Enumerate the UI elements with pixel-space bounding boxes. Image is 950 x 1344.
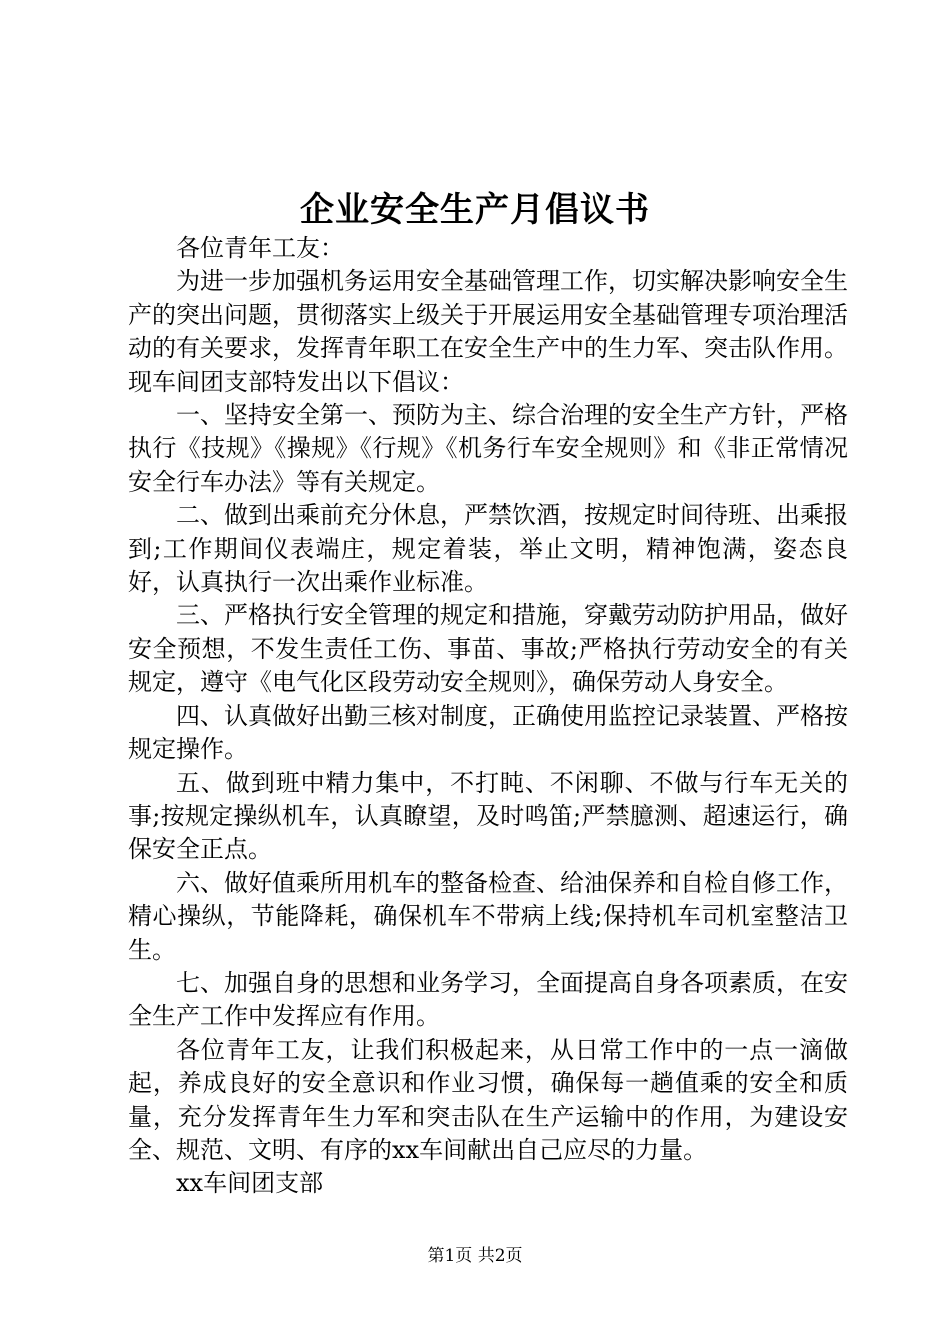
paragraph-item-7: 七、加强自身的思想和业务学习，全面提高自身各项素质，在安全生产工作中发挥应有作用。 <box>128 968 848 1031</box>
paragraph-item-2: 二、做到出乘前充分休息，严禁饮酒，按规定时间待班、出乘报到;工作期间仪表端庄，规定着装，举止文明，精神饱满，姿态良好，认真执行一次出乘作业标准。 <box>128 501 848 597</box>
paragraph-item-4: 四、认真做好出勤三核对制度，正确使用监控记录装置、严格按规定操作。 <box>128 701 848 764</box>
paragraph-item-1: 一、坚持安全第一、预防为主、综合治理的安全生产方针，严格执行《技规》《操规》《行规》《机务行车安全规则》和《非正常情况安全行车办法》等有关规定。 <box>128 401 848 496</box>
page-footer: 第1页 共2页 <box>427 1246 523 1266</box>
paragraph-closing: 各位青年工友，让我们积极起来，从日常工作中的一点一滴做起，养成良好的安全意识和作业习惯，确保每一趟值乘的安全和质量，充分发挥青年生力军和突击队在生产运输中的作用，为建设安全、规范、文明、有序的xx车间献出自己应尽的力量。 <box>128 1035 848 1164</box>
document-title: 企业安全生产月倡议书 <box>300 190 650 230</box>
paragraph-item-5: 五、做到班中精力集中，不打盹、不闲聊、不做与行车无关的事;按规定操纵机车，认真瞭望，及时鸣笛;严禁臆测、超速运行，确保安全正点。 <box>128 768 848 864</box>
paragraph-intro: 为进一步加强机务运用安全基础管理工作，切实解决影响安全生产的突出问题，贯彻落实上级关于开展运用安全基础管理专项治理活动的有关要求，发挥青年职工在安全生产中的生力军、突击队作用。现车间团支部特发出以下倡议： <box>128 267 848 396</box>
document-body <box>128 232 848 1201</box>
signature: xx车间团支部 <box>176 1169 324 1198</box>
paragraph-item-6: 六、做好值乘所用机车的整备检查、给油保养和自检自修工作，精心操纵，节能降耗，确保机车不带病上线;保持机车司机室整洁卫生。 <box>128 868 848 964</box>
salutation: 各位青年工友： <box>176 234 344 262</box>
paragraph-item-3: 三、严格执行安全管理的规定和措施，穿戴劳动防护用品，做好安全预想，不发生责任工伤、事苗、事故;严格执行劳动安全的有关规定，遵守《电气化区段劳动安全规则》，确保劳动人身安全。 <box>128 601 848 697</box>
